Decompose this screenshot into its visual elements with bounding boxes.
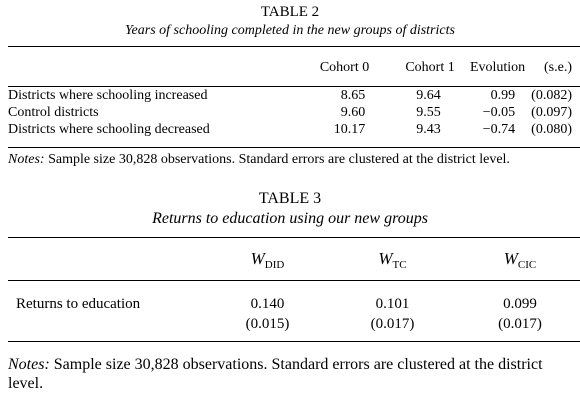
table2-cell-cohort0: 10.17: [333, 122, 366, 137]
table2-col-evolution: Evolution: [469, 60, 526, 75]
table2-header-rule: [8, 86, 580, 87]
table3-se-wdid: (0.015): [245, 316, 290, 332]
table2-header-row: [0, 48, 580, 87]
table3-notes-label: Notes:: [8, 356, 50, 373]
table2-row: [0, 87, 580, 104]
table3-caption: Returns to education using our new groups: [152, 210, 428, 227]
table2-col-cohort0: Cohort 0: [319, 60, 370, 75]
table2-cell-cohort1: 9.55: [416, 105, 441, 120]
table3-col-wcic: $W_{CIC}$: [503, 249, 537, 271]
table3-notes-text: Sample size 30,828 observations. Standard errors are clustered at the district level.: [8, 356, 543, 392]
table3-label: TABLE 3: [258, 190, 322, 207]
table2-cell-cohort1: 9.43: [416, 122, 441, 137]
table2: [0, 48, 580, 138]
table2-cell-se: (0.080): [531, 122, 572, 137]
table2-notes-text: Sample size 30,828 observations. Standard errors are clustered at the district level.: [48, 152, 510, 167]
table3-estimate-wdid: 0.140: [250, 296, 285, 312]
table2-notes-label: Notes:: [8, 152, 45, 167]
table2-row: [0, 104, 580, 121]
table2-cell-evolution: 0.99: [490, 88, 516, 103]
table3-col-wtc: $W_{TC}$: [378, 249, 407, 271]
table3: [0, 239, 580, 334]
table2-row-label: Districts where schooling decreased: [8, 122, 210, 137]
table3-notes: [8, 355, 578, 393]
table2-caption: Years of schooling completed in the new groups of districts: [125, 23, 455, 38]
table3-row-label: Returns to education: [16, 296, 141, 312]
table3-header-rule: [8, 280, 580, 281]
table2-cell-se: (0.097): [531, 105, 572, 120]
table2-label: TABLE 2: [260, 4, 320, 20]
table3-se-row: [0, 314, 580, 334]
table2-row-label: Control districts: [8, 105, 99, 120]
table2-cell-cohort0: 9.60: [340, 105, 366, 120]
table2-bottom-rule: [8, 147, 580, 148]
table3-header-row: [0, 239, 580, 285]
table2-cell-evolution: −0.74: [482, 122, 516, 137]
table2-row-label: Districts where schooling increased: [8, 88, 208, 103]
table2-col-se: (s.e.): [544, 60, 572, 75]
table2-col-cohort1: Cohort 1: [405, 60, 455, 75]
table3-se-wcic: (0.017): [498, 316, 542, 332]
table3-estimate-row: [0, 285, 580, 314]
table2-cell-evolution: −0.05: [482, 105, 516, 120]
table2-row: [0, 121, 580, 138]
table3-top-rule: [8, 237, 580, 238]
table3-bottom-rule: [8, 341, 580, 342]
table2-notes: [8, 150, 510, 169]
table2-top-rule: [8, 46, 580, 47]
table3-estimate-wtc: 0.101: [375, 296, 410, 312]
table3-col-wdid: $W_{DID}$: [250, 249, 285, 271]
table3-estimate-wcic: 0.099: [503, 296, 537, 312]
table2-cell-se: (0.082): [531, 88, 572, 103]
table2-cell-cohort0: 8.65: [340, 88, 366, 103]
table3-se-wtc: (0.017): [370, 316, 415, 332]
table2-cell-cohort1: 9.64: [416, 88, 441, 103]
